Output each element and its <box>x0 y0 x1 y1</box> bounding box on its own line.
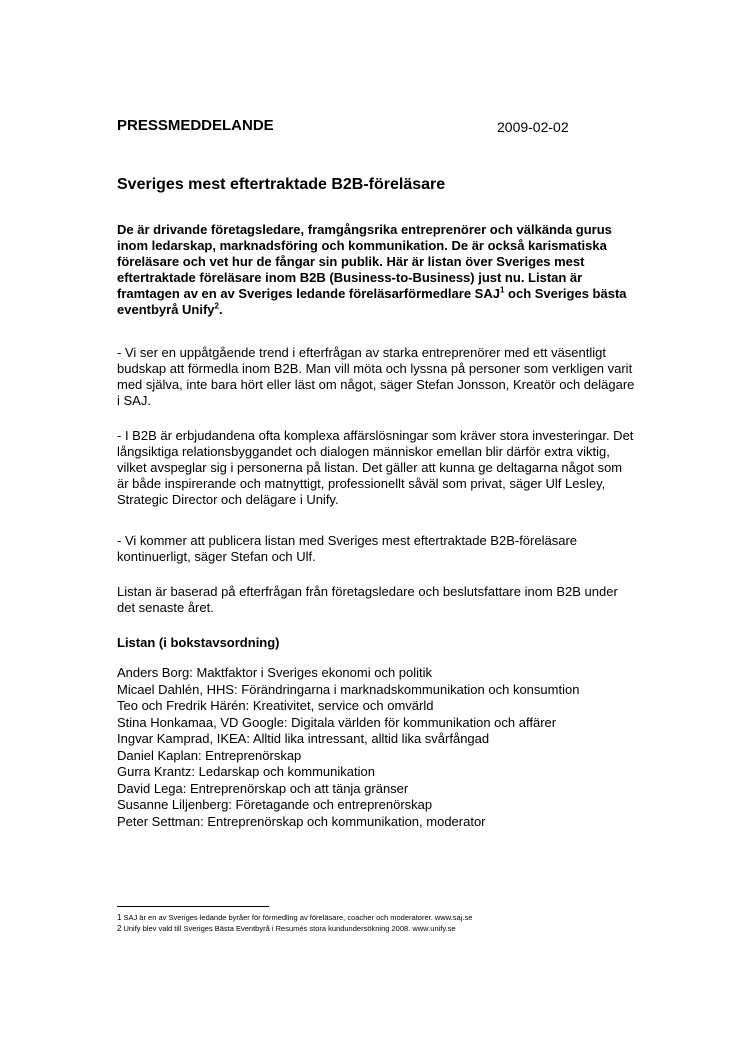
footnote-mark-1: 1 <box>117 913 122 922</box>
press-release-label: PRESSMEDDELANDE <box>117 117 274 134</box>
footnote-mark-2: 2 <box>117 924 122 933</box>
list-heading: Listan (i bokstavsordning) <box>117 635 280 650</box>
footnote-2 <box>117 923 472 934</box>
footnote-1 <box>117 912 472 923</box>
paragraph-quote-both: - Vi kommer att publicera listan med Sveriges mest eftertraktade B2B-föreläsare kontinuerligt, säger Stefan och Ulf. <box>117 533 578 564</box>
paragraph-quote-ulf: - I B2B är erbjudandena ofta komplexa affärslösningar som kräver stora investeringar. Det långsiktiga relationsbyggandet och dialogen människor emellan blir därför extra viktig, vilket avspeglar sig i personerna på listan. Det gäller att kunna ge deltagarna något som är både inspirerande och matnyttigt, professionellt såväl som privat, säger Ulf Lesley, Strategic Director och delägare i Unify. <box>117 428 634 507</box>
list-item: Stina Honkamaa, VD Google: Digitala världen för kommunikation och affärer <box>117 714 557 730</box>
footnote-divider <box>117 906 269 907</box>
list-item: Gurra Krantz: Ledarskap och kommunikation <box>117 764 375 779</box>
list-item: Micael Dahlén, HHS: Förändringarna i marknadskommunikation och konsumtion <box>117 681 580 697</box>
release-date: 2009-02-02 <box>497 119 569 135</box>
lead-text: De är drivande företagsledare, framgångsrika entreprenörer och välkända gurus inom ledarskap, marknadsföring och kommunikation. De är också karismatiska föreläsare och vet hur de fångar sin publik. Här är listan över Sveriges mest eftertraktade föreläsare inom B2B (Business-to-Business) just nu. Listan är framtagen av en av Sveriges ledande föreläsarförmedlare SAJ <box>117 222 612 301</box>
list-item: David Lega: Entreprenörskap och att tänja gränser <box>117 780 409 796</box>
list-item: Anders Borg: Maktfaktor i Sveriges ekonomi och politik <box>117 665 433 680</box>
paragraph-quote-stefan: - Vi ser en uppåtgående trend i efterfrågan av starka entreprenörer med ett väsentligt budskap att förmedla inom B2B. Man vill möta och lyssna på personer som verkligen varit med själva, inte bara hört eller läst om något, säger Stefan Jonsson, Kreatör och delägare i SAJ. <box>117 345 635 408</box>
lead-text-end: . <box>219 302 223 317</box>
lead-paragraph <box>117 222 637 318</box>
headline: Sveriges mest eftertraktade B2B-föreläsare <box>117 176 446 193</box>
list-item: Ingvar Kamprad, IKEA: Alltid lika intressant, alltid lika svårfångad <box>117 731 490 746</box>
lead-text-middle: och Sveriges bästa eventbyrå Unify <box>117 286 627 317</box>
list-item: Peter Settman: Entreprenörskap och kommunikation, moderator <box>117 813 486 829</box>
footnote-text-2: Unify blev vald till Sveriges Bästa Eventbyrå i Resumés stora kundundersökning 2008. www.unify.se <box>123 924 456 933</box>
footnote-ref-2: 2 <box>214 301 219 311</box>
list-item: Daniel Kaplan: Entreprenörskap <box>117 747 302 763</box>
list-item: Susanne Liljenberg: Företagande och entreprenörskap <box>117 797 433 812</box>
footnote-text-1: SAJ är en av Sveriges ledande byråer för förmedling av föreläsare, coacher och moderatorer. www.saj.se <box>123 913 473 922</box>
footnote-ref-1: 1 <box>499 285 505 295</box>
paragraph-basis: Listan är baserad på efterfrågan från företagsledare och beslutsfattare inom B2B under det senaste året. <box>117 584 618 615</box>
list-item: Teo och Fredrik Härén: Kreativitet, service och omvärld <box>117 698 434 713</box>
speaker-list <box>117 665 677 830</box>
footnotes <box>117 912 472 934</box>
